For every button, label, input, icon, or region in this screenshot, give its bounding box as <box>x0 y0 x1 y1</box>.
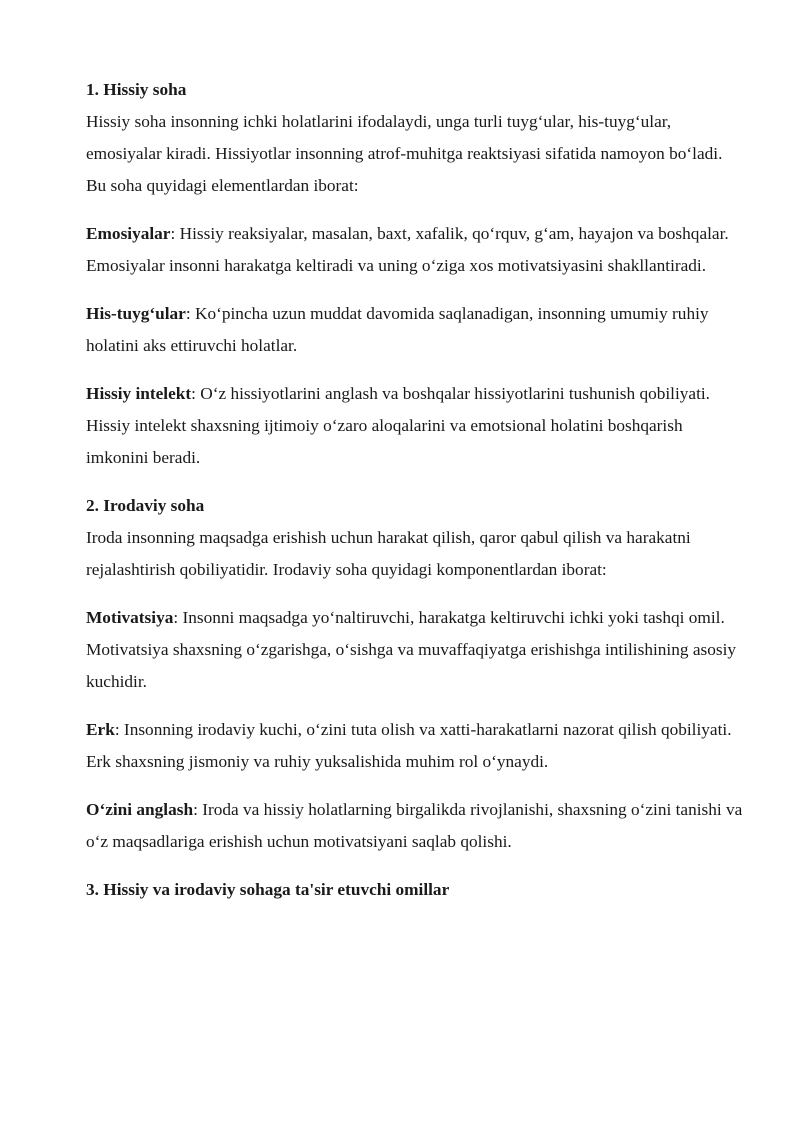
definition-text: : Iroda va hissiy holatlarning birgalikda rivojlanishi, shaxsning o‘zini tanishi va o‘z maqsadlariga erishish uchun motivatsiyani saqlab qolishi. <box>86 800 743 851</box>
definition-emosiyalar <box>86 218 746 282</box>
definition-his-tuygular <box>86 298 746 362</box>
definition-term: Erk <box>86 720 115 739</box>
definition-term: His-tuyg‘ular <box>86 304 186 323</box>
definition-term: Emosiyalar <box>86 224 171 243</box>
section-1-heading: 1. Hissiy soha <box>86 80 187 99</box>
definition-hissiy-intelekt <box>86 378 746 474</box>
definition-text: : Hissiy reaksiyalar, masalan, baxt, xafalik, qo‘rquv, g‘am, hayajon va boshqalar. Emosiyalar insonni harakatga keltiradi va uning o‘ziga xos motivatsiyasini shakllantiradi. <box>86 224 729 275</box>
definition-term: O‘zini anglash <box>86 800 194 819</box>
definition-text: : O‘z hissiyotlarini anglash va boshqalar hissiyotlarini tushunish qobiliyati. Hissiy intelekt shaxsning ijtimoiy o‘zaro aloqalarini va emotsional holatini boshqarish imkonini beradi. <box>86 384 710 467</box>
section-1-intro: Hissiy soha insonning ichki holatlarini ifodalaydi, unga turli tuyg‘ular, his-tuyg‘ular, emosiyalar kiradi. Hissiyotlar insonning atrof-muhitga reaktsiyasi sifatida namoyon bo‘ladi. Bu soha quyidagi elementlardan iborat: <box>86 112 723 195</box>
definition-erk <box>86 714 746 778</box>
definition-term: Hissiy intelekt <box>86 384 192 403</box>
definition-ozini-anglash <box>86 794 746 858</box>
section-2-intro: Iroda insonning maqsadga erishish uchun harakat qilish, qaror qabul qilish va harakatni rejalashtirish qobiliyatidir. Irodaviy soha quyidagi komponentlardan iborat: <box>86 528 691 579</box>
definition-text: : Ko‘pincha uzun muddat davomida saqlanadigan, insonning umumiy ruhiy holatini aks ettiruvchi holatlar. <box>86 304 709 355</box>
definition-term: Motivatsiya <box>86 608 174 627</box>
definition-text: : Insonni maqsadga yo‘naltiruvchi, harakatga keltiruvchi ichki yoki tashqi omil. Motivatsiya shaxsning o‘zgarishga, o‘sishga va muvaffaqiyatga erishishga intilishining asosiy kuchidir. <box>86 608 737 691</box>
section-3-heading: 3. Hissiy va irodaviy sohaga ta'sir etuvchi omillar <box>86 880 450 899</box>
definition-text: : Insonning irodaviy kuchi, o‘zini tuta olish va xatti-harakatlarni nazorat qilish qobiliyati. Erk shaxsning jismoniy va ruhiy yuksalishida muhim rol o‘ynaydi. <box>86 720 732 771</box>
document-page <box>86 74 746 906</box>
section-2-heading: 2. Irodaviy soha <box>86 496 205 515</box>
definition-motivatsiya <box>86 602 746 698</box>
